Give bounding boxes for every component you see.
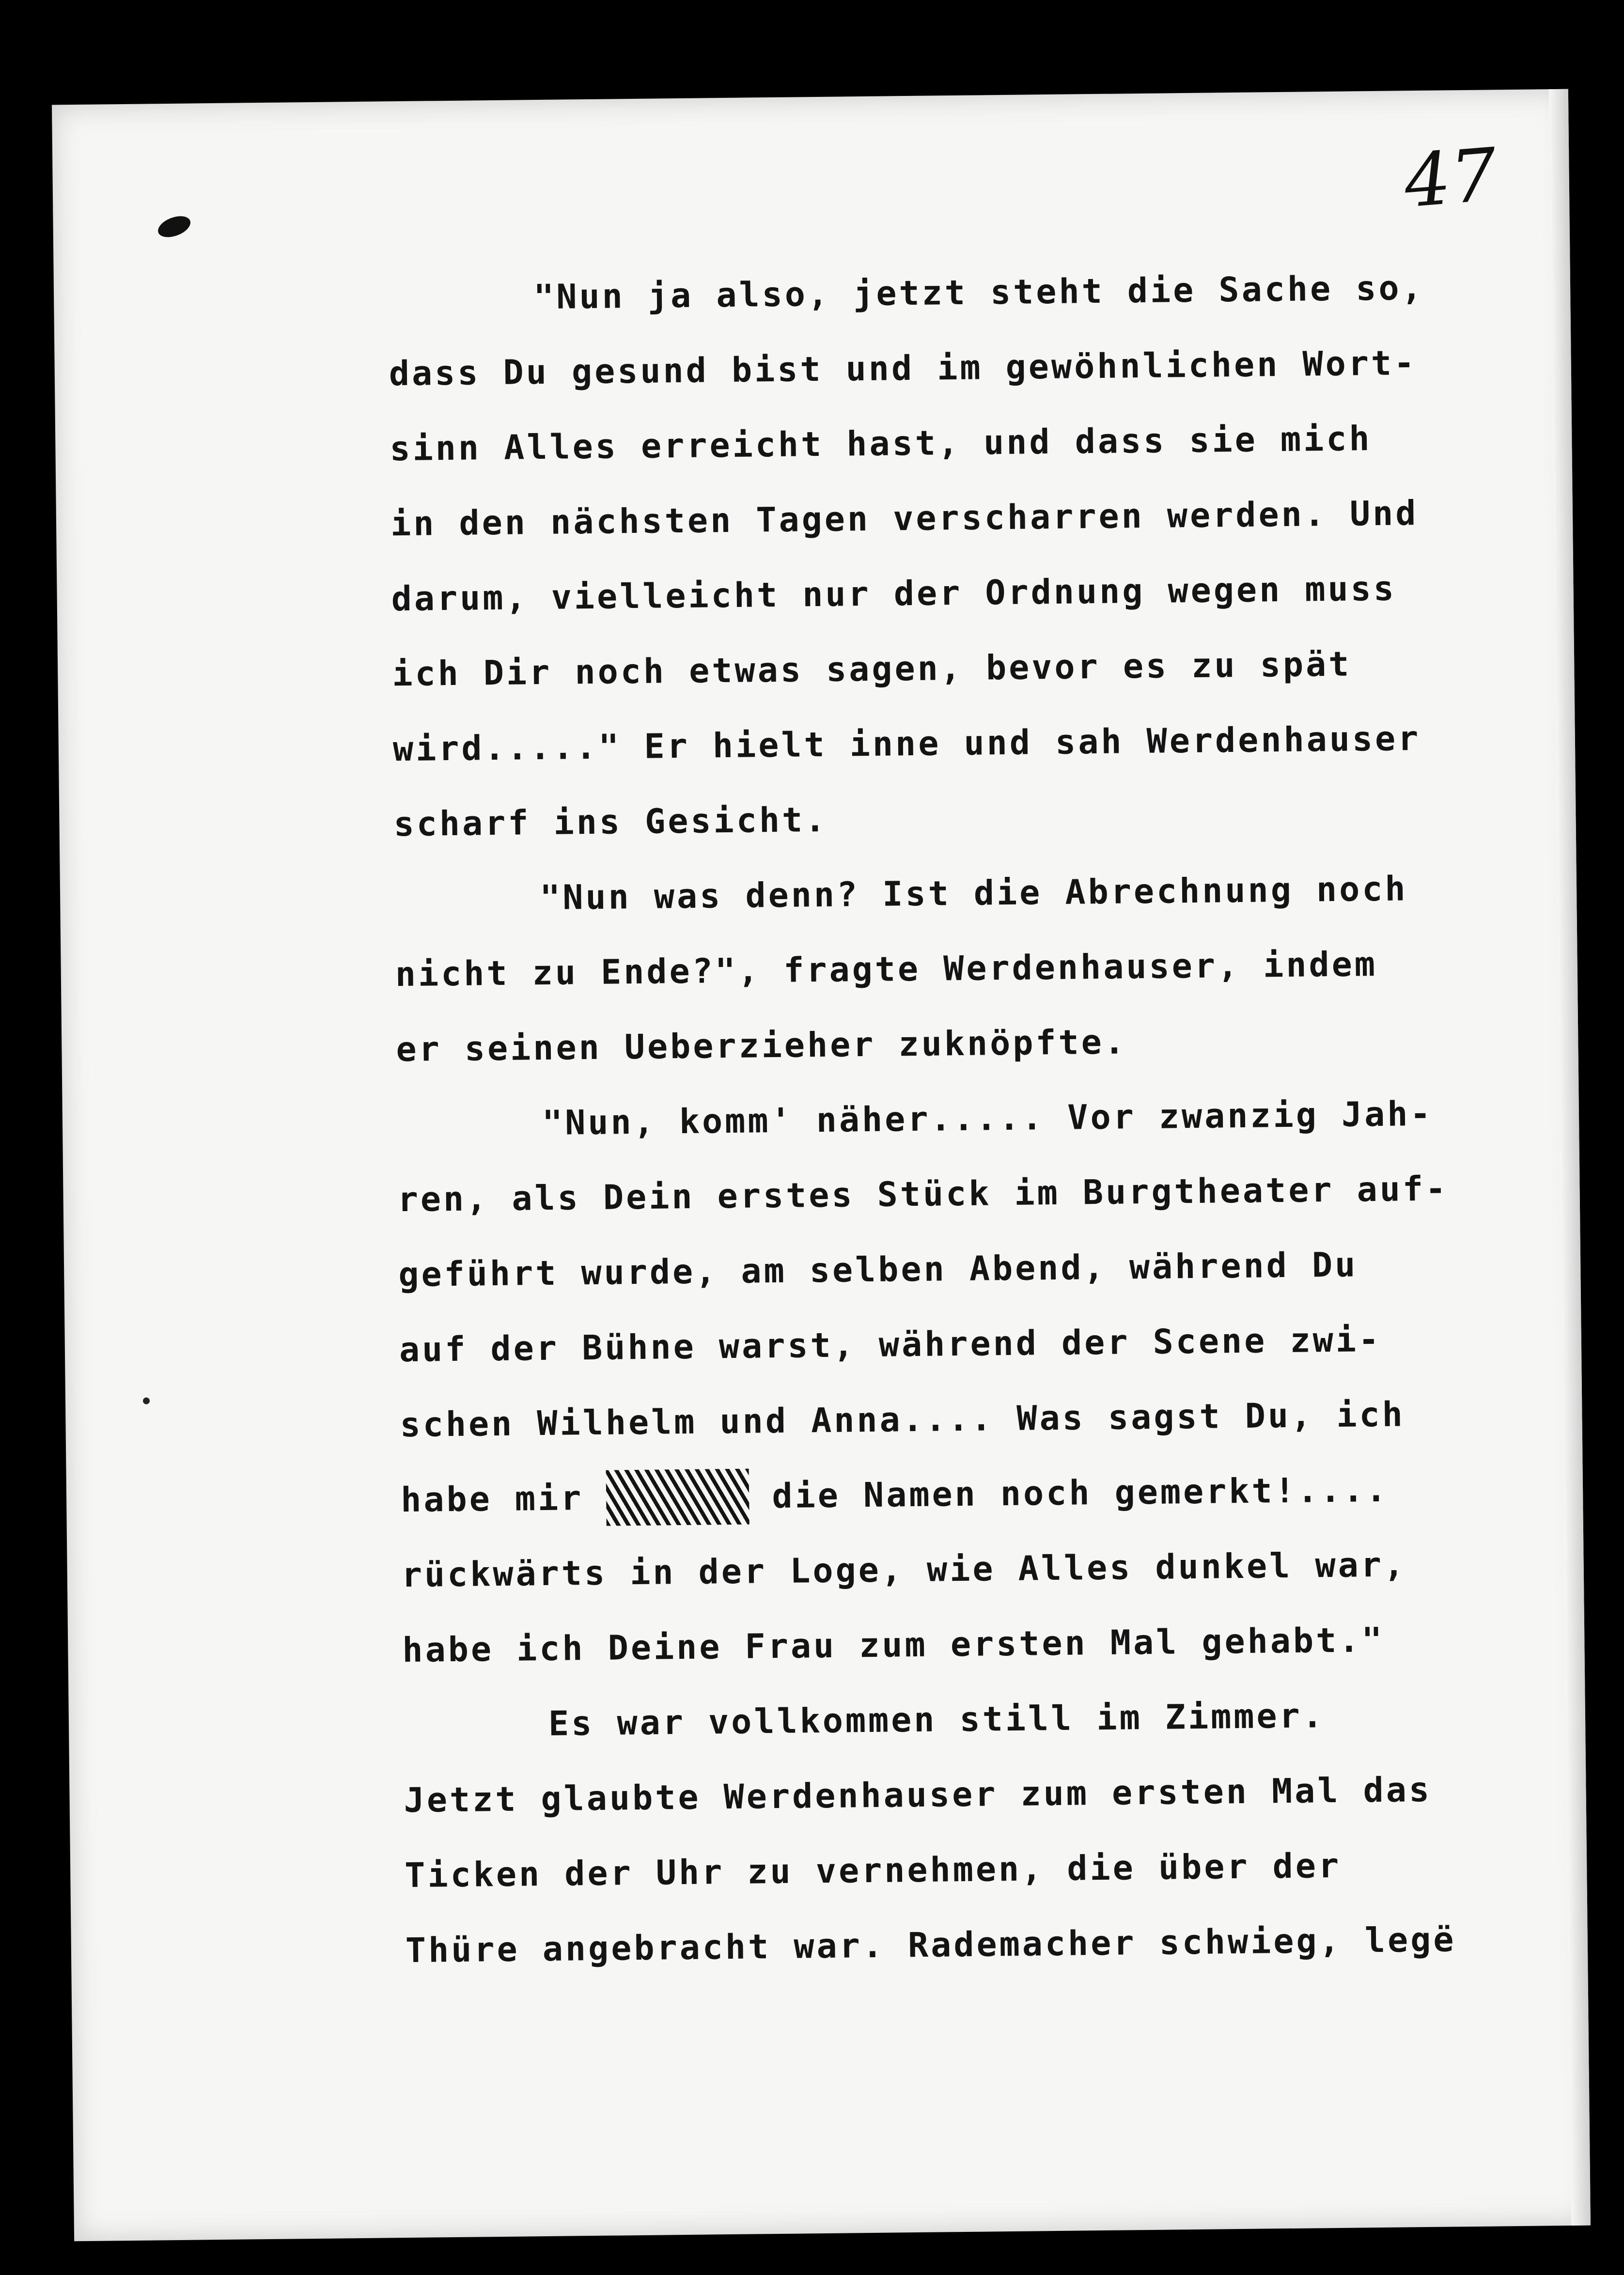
text-line: geführt wurde, am selben Abend, während Du: [398, 1245, 1358, 1295]
text-line: Ticken der Uhr zu vernehmen, die über der: [404, 1845, 1342, 1896]
handwritten-page-number: 47: [1401, 132, 1500, 224]
text-line: habe ich Deine Frau zum ersten Mal gehabt.": [402, 1620, 1385, 1670]
struck-out-word: [606, 1459, 750, 1536]
text-line: nicht zu Ende?", fragte Werdenhauser, indem: [395, 944, 1378, 995]
text-line: ren, als Dein erstes Stück im Burgtheater auf-: [397, 1169, 1449, 1220]
text-line-part: die Namen noch gemerkt!....: [772, 1469, 1389, 1516]
text-line: sinn Alles erreicht hast, und dass sie mich: [390, 419, 1372, 469]
text-line: er seinen Ueberzieher zuknöpfte.: [396, 1022, 1127, 1070]
body-text: [388, 249, 1534, 1988]
text-line: in den nächsten Tagen verscharren werden. Und: [390, 493, 1419, 544]
text-line: scharf ins Gesicht.: [393, 799, 828, 844]
text-line: Jetzt glaubte Werdenhauser zum ersten Mal das: [404, 1769, 1432, 1821]
text-line: dass Du gesund bist und im gewöhnlichen Wort-: [389, 343, 1417, 394]
typewritten-page: [52, 89, 1591, 2242]
ink-dot-mark: [143, 1398, 150, 1404]
text-line: "Nun was denn? Ist die Abrechnung noch: [539, 869, 1408, 918]
text-line: schen Wilhelm und Anna.... Was sagst Du, ich: [400, 1394, 1405, 1445]
text-line: wird....." Er hielt inne und sah Werdenhauser: [392, 718, 1421, 769]
text-line: rückwärts in der Loge, wie Alles dunkel war,: [401, 1544, 1407, 1595]
text-line: darum, vielleicht nur der Ordnung wegen muss: [391, 568, 1397, 619]
text-line: Es war vollkommen still im Zimmer.: [548, 1696, 1326, 1744]
page-edge-shadow: [1549, 89, 1591, 2226]
text-line: auf der Bühne warst, während der Scene zwi-: [399, 1319, 1382, 1370]
ink-blot-mark: [155, 212, 193, 241]
text-line: "Nun, komm' näher..... Vor zwanzig Jah-: [542, 1093, 1433, 1143]
text-line-part: habe mir: [400, 1478, 584, 1520]
text-line: "Nun ja also, jetzt steht die Sache so,: [533, 267, 1425, 317]
text-line: ich Dir noch etwas sagen, bevor es zu spät: [391, 644, 1352, 694]
text-line: Thüre angebracht war. Rademacher schwieg, legë: [405, 1919, 1456, 1971]
text-line-with-strikeout: [400, 1451, 1530, 1538]
